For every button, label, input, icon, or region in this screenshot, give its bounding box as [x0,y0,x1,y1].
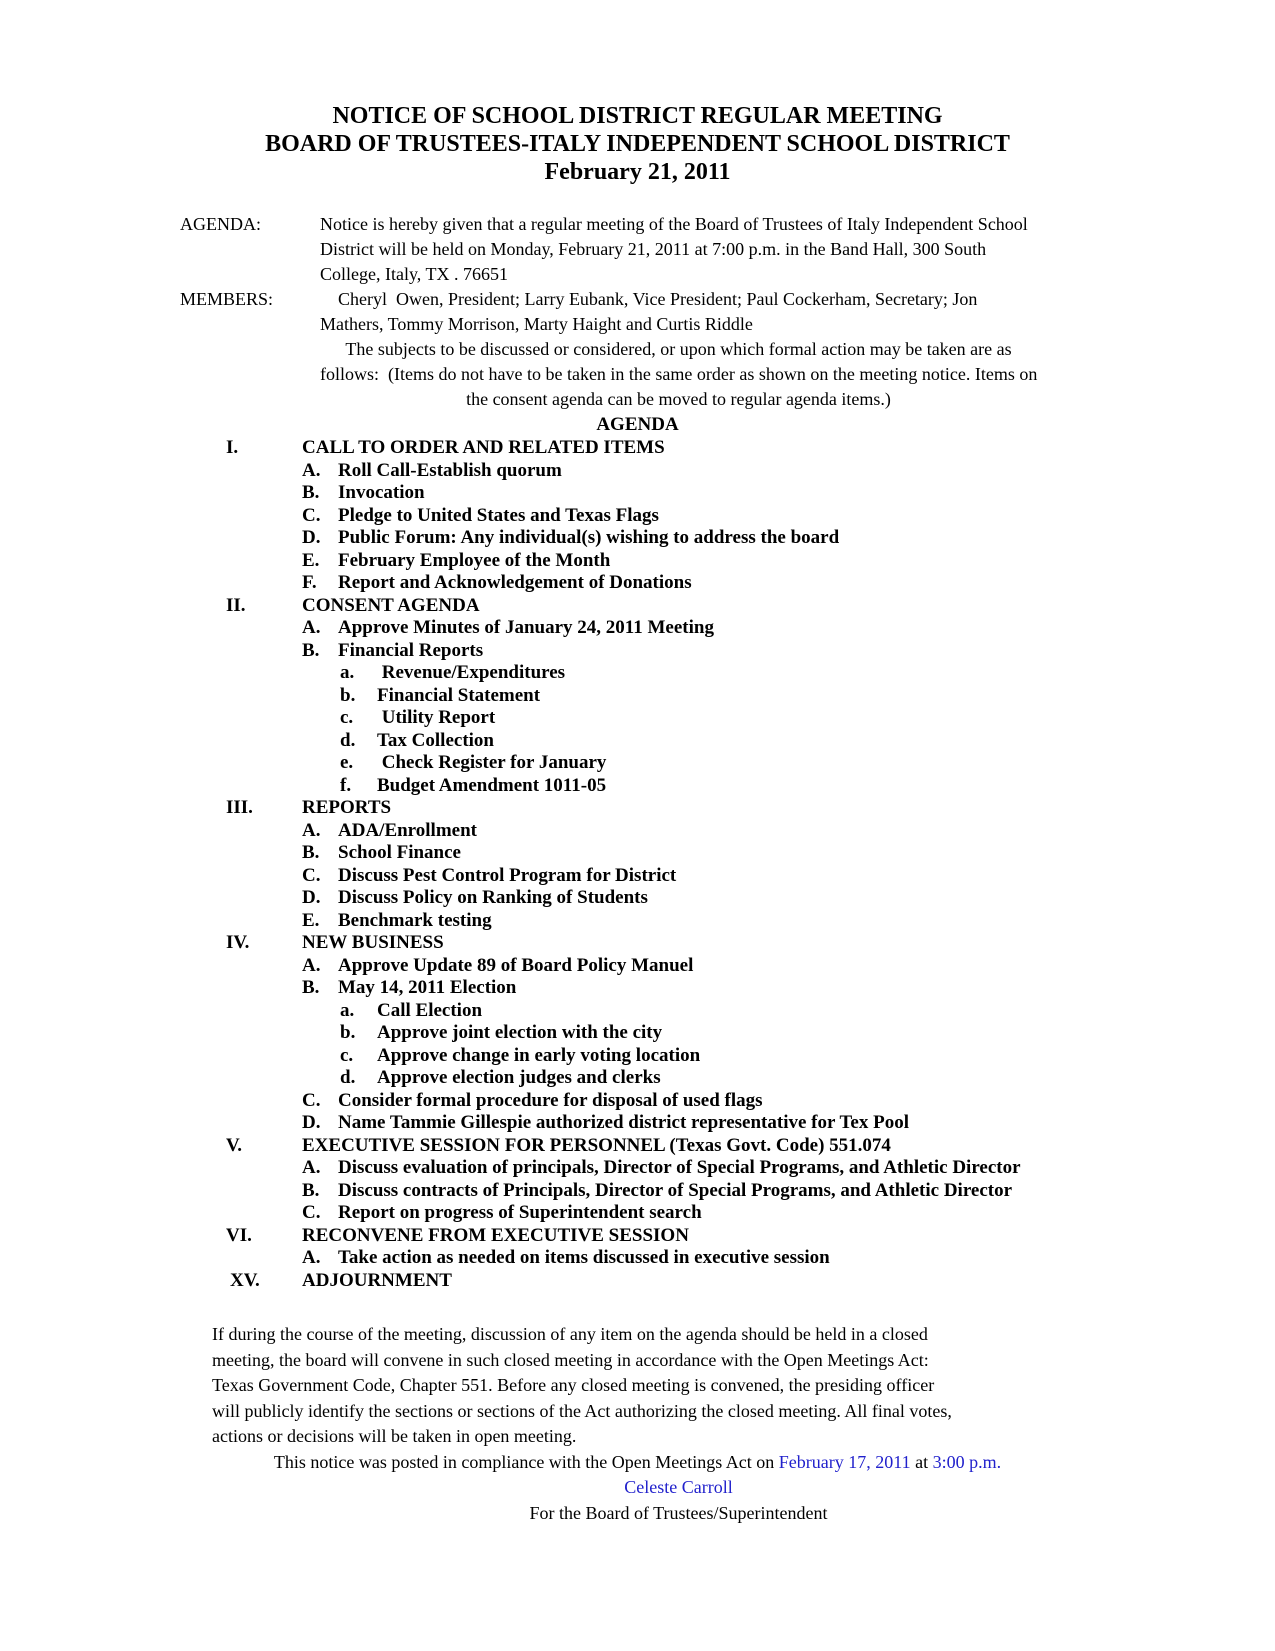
subitem-letter: e. [340,752,354,773]
section-numeral: I. [226,437,239,458]
agenda-notice-line: District will be held on Monday, February 21, 2011 at 7:00 p.m. in the Band Hall, 300 South [320,239,987,259]
agenda-item-row [302,1157,1275,1180]
agenda-subitem-row [340,1067,1275,1090]
subitem-text: Check Register for January [377,752,607,773]
section-title: RECONVENE FROM EXECUTIVE SESSION [302,1224,689,1246]
item-text: Take action as needed on items discussed in executive session [338,1247,830,1268]
item-letter: A. [302,954,321,976]
subitem-text: Budget Amendment 1011-05 [377,774,607,796]
subitem-letter: b. [340,684,356,706]
item-text: Financial Reports [338,639,484,661]
section-title: NEW BUSINESS [302,932,444,953]
title-line-1: NOTICE OF SCHOOL DISTRICT REGULAR MEETING [332,103,943,129]
item-text: Consider formal procedure for disposal of used flags [338,1089,763,1111]
item-text: Discuss evaluation of principals, Director of Special Programs, and Athletic Director [338,1157,1021,1178]
agenda-subitem-row [340,685,1275,708]
item-text: Invocation [338,482,425,503]
agenda-section-row [180,595,1275,618]
agenda-notice-paragraph [320,212,1028,287]
item-letter: A. [302,819,321,841]
agenda-notice-line: Notice is hereby given that a regular meeting of the Board of Trustees of Italy Independent School [320,214,1028,234]
agenda-item-row [302,640,1275,663]
agenda-item-row [302,1112,1275,1135]
members-line: Mathers, Tommy Morrison, Marty Haight and Curtis Riddle [320,314,753,334]
agenda-item-row [302,842,1275,865]
posting-compliance-line [0,1450,1275,1476]
item-letter: B. [302,977,320,998]
closed-meeting-disclaimer [212,1322,1275,1450]
section-numeral: II. [226,594,246,616]
agenda-section-row [180,932,1275,955]
agenda-subitem-row [340,1022,1275,1045]
section-title: CALL TO ORDER AND RELATED ITEMS [302,437,665,458]
subitem-letter: c. [340,707,354,728]
agenda-item-row [302,977,1275,1000]
agenda-subitem-row [340,775,1275,798]
item-letter: A. [302,459,321,481]
item-text: ADA/Enrollment [338,819,477,841]
posting-middle-text: at [910,1451,933,1472]
title-line-2: BOARD OF TRUSTEES-ITALY INDEPENDENT SCHOOL DISTRICT [265,131,1010,157]
item-text: February Employee of the Month [338,549,611,571]
section-title: CONSENT AGENDA [302,594,480,616]
item-letter: B. [302,482,320,503]
item-letter: E. [302,549,320,571]
item-letter: C. [302,504,321,526]
posting-date: February 17, 2011 [778,1451,911,1472]
agenda-subitem-row [340,1000,1275,1023]
item-text: School Finance [338,842,461,863]
agenda-subitem-row [340,730,1275,753]
item-letter: E. [302,909,320,931]
subjects-line: follows: (Items do not have to be taken in the same order as shown on the meeting notice. Items on [320,364,1038,384]
agenda-subitem-row [340,1045,1275,1068]
agenda-item-row [302,955,1275,978]
agenda-heading: AGENDA [596,414,679,435]
agenda-subitem-row [340,662,1275,685]
subitem-text: Approve joint election with the city [377,1022,663,1043]
item-text: Discuss Pest Control Program for District [338,864,677,886]
subitem-letter: c. [340,1044,354,1066]
agenda-item-row [302,910,1275,933]
item-letter: B. [302,639,320,661]
section-numeral: V. [226,1134,243,1156]
subitem-text: Approve change in early voting location [377,1044,701,1066]
agenda-item-row [302,865,1275,888]
section-title: REPORTS [302,797,392,818]
agenda-section-row [180,437,1275,460]
item-text: Approve Update 89 of Board Policy Manuel [338,954,694,976]
agenda-item-row [302,550,1275,573]
subjects-line: The subjects to be discussed or considered, or upon which formal action may be taken are as [345,339,1012,359]
item-letter: C. [302,1202,321,1223]
agenda-subitem-row [340,707,1275,730]
members-info-row [180,287,1235,337]
agenda-item-row [302,1090,1275,1113]
item-letter: C. [302,1089,321,1111]
disclaimer-line: actions or decisions will be taken in open meeting. [212,1426,577,1446]
section-numeral: VI. [226,1224,252,1246]
subitem-text: Utility Report [377,707,496,728]
members-label: MEMBERS: [180,289,274,309]
agenda-section-row [180,1135,1275,1158]
subitem-text: Tax Collection [377,729,494,751]
section-numeral: XV. [230,1269,260,1291]
item-text: Discuss Policy on Ranking of Students [338,887,648,908]
item-text: Public Forum: Any individual(s) wishing to address the board [338,527,840,548]
title-line-3: February 21, 2011 [544,159,731,185]
subitem-letter: a. [340,662,355,683]
disclaimer-line: meeting, the board will convene in such closed meeting in accordance with the Open Meetings Act: [212,1349,929,1370]
item-letter: B. [302,1179,320,1201]
agenda-subitem-row [340,752,1275,775]
item-text: Roll Call-Establish quorum [338,459,562,481]
subitem-letter: f. [340,774,352,796]
item-text: May 14, 2011 Election [338,977,517,998]
subjects-paragraph [320,337,1037,412]
subitem-letter: d. [340,1067,356,1088]
item-letter: B. [302,842,320,863]
agenda-item-row [302,820,1275,843]
document-title [0,0,1275,186]
subjects-line: the consent agenda can be moved to regular agenda items.) [466,389,891,409]
item-letter: D. [302,887,321,908]
subitem-letter: d. [340,729,356,751]
agenda-list [180,437,1275,1292]
disclaimer-line: Texas Government Code, Chapter 551. Before any closed meeting is convened, the presiding officer [212,1375,935,1395]
disclaimer-line: will publicly identify the sections or sections of the Act authorizing the closed meeting. All final votes, [212,1400,952,1421]
subitem-letter: a. [340,999,355,1021]
subitem-text: Revenue/Expenditures [377,662,566,683]
agenda-item-row [302,482,1275,505]
subitem-text: Approve election judges and clerks [377,1067,661,1088]
agenda-item-row [302,572,1275,595]
agenda-section-row [180,1270,1275,1293]
item-text: Approve Minutes of January 24, 2011 Meeting [338,617,714,638]
item-text: Report and Acknowledgement of Donations [338,572,692,593]
item-letter: A. [302,1157,321,1178]
subitem-text: Financial Statement [377,684,541,706]
agenda-section-row [180,1225,1275,1248]
agenda-item-row [302,617,1275,640]
agenda-notice-line: College, Italy, TX . 76651 [320,264,508,284]
members-paragraph [320,287,977,337]
item-text: Discuss contracts of Principals, Director of Special Programs, and Athletic Director [338,1179,1013,1201]
agenda-item-row [302,887,1275,910]
item-letter: D. [302,527,321,548]
item-text: Pledge to United States and Texas Flags [338,504,659,526]
agenda-section-row [180,797,1275,820]
section-title: EXECUTIVE SESSION FOR PERSONNEL (Texas Govt. Code) 551.074 [302,1134,891,1156]
item-text: Benchmark testing [338,909,492,931]
item-letter: C. [302,864,321,886]
subitem-letter: b. [340,1022,356,1043]
section-title: ADJOURNMENT [302,1269,452,1291]
posting-prefix-text: This notice was posted in compliance with the Open Meetings Act on [273,1451,779,1472]
item-text: Name Tammie Gillespie authorized district representative for Tex Pool [338,1112,909,1133]
item-letter: A. [302,1247,321,1268]
item-letter: A. [302,617,321,638]
signature-name: Celeste Carroll [624,1477,733,1497]
agenda-item-row [302,1202,1275,1225]
agenda-label: AGENDA: [180,214,261,234]
agenda-item-row [302,1180,1275,1203]
agenda-item-row [302,460,1275,483]
agenda-info-row [180,212,1235,287]
agenda-item-row [302,1247,1275,1270]
item-text: Report on progress of Superintendent search [338,1202,702,1223]
header-info-block [180,212,1235,337]
agenda-item-row [302,527,1275,550]
signature-role: For the Board of Trustees/Superintendent [529,1502,828,1523]
members-line: Cheryl Owen, President; Larry Eubank, Vice President; Paul Cockerham, Secretary; Jon [320,289,978,309]
disclaimer-line: If during the course of the meeting, discussion of any item on the agenda should be held in a closed [212,1324,928,1344]
subitem-text: Call Election [377,999,483,1021]
agenda-item-row [302,505,1275,528]
posting-time: 3:00 p.m. [932,1451,1002,1472]
section-numeral: III. [226,797,253,818]
section-numeral: IV. [226,932,250,953]
item-letter: D. [302,1112,321,1133]
item-letter: F. [302,572,317,593]
